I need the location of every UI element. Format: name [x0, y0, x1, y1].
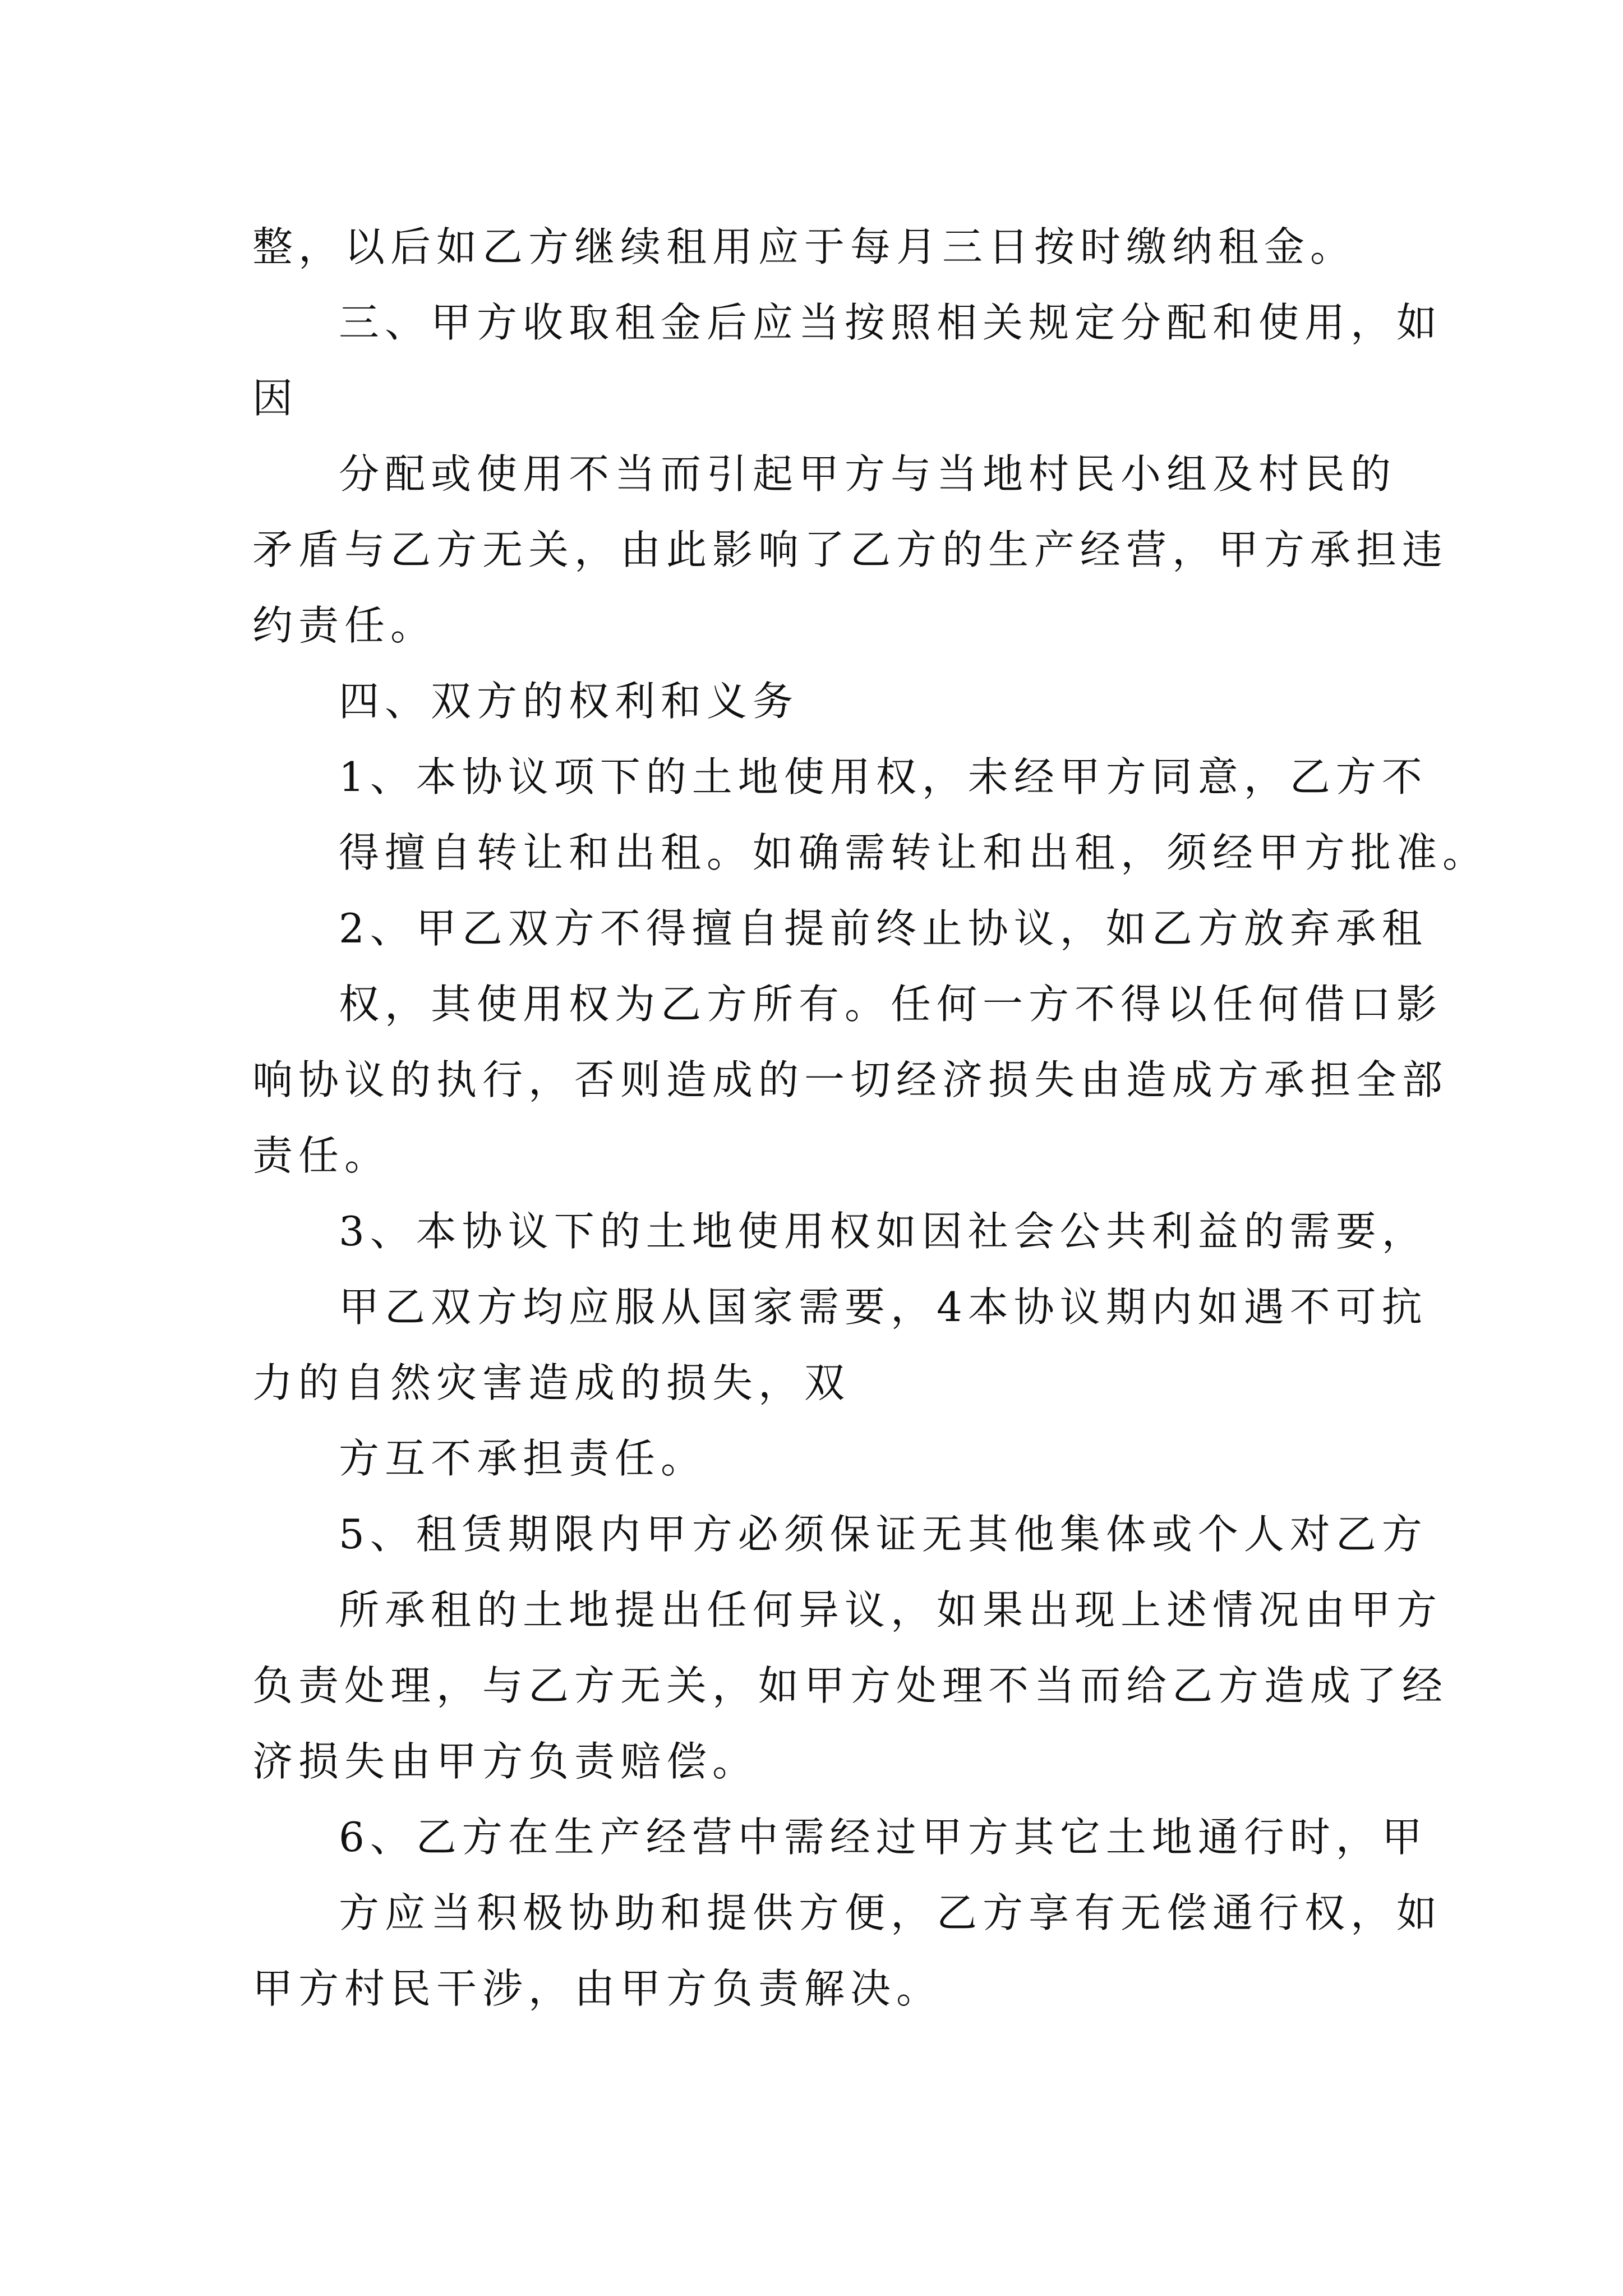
text-line-7: 四、双方的权利和义务 [339, 678, 799, 725]
text-line-6: 约责任。 [252, 602, 437, 649]
text-line-1: 整，以后如乙方继续租用应于每月三日按时缴纳租金。 [252, 223, 1357, 270]
text-line-3: 因 [252, 375, 299, 422]
text-line-4: 分配或使用不当而引起甲方与当地村民小组及村民的 [339, 450, 1397, 498]
text-line-17: 方互不承担责任。 [339, 1435, 707, 1482]
text-line-24: 甲方村民干涉，由甲方负责解决。 [252, 1965, 943, 2012]
text-line-19: 所承租的土地提出任何异议，如果出现上述情况由甲方 [339, 1586, 1443, 1634]
text-line-16: 力的自然灾害造成的损失，双 [252, 1359, 851, 1406]
text-line-15: 甲乙双方均应服从国家需要，4本协议期内如遇不可抗 [339, 1283, 1428, 1331]
text-line-23: 方应当积极协助和提供方便，乙方享有无偿通行权，如 [339, 1889, 1443, 1936]
text-line-20: 负责处理，与乙方无关，如甲方处理不当而给乙方造成了经 [252, 1662, 1449, 1709]
text-line-8: 1、本协议项下的土地使用权，未经甲方同意，乙方不 [339, 753, 1428, 800]
text-line-12: 响协议的执行，否则造成的一切经济损失由造成方承担全部 [252, 1056, 1449, 1103]
text-line-10: 2、甲乙双方不得擅自提前终止协议，如乙方放弃承租 [339, 905, 1428, 952]
text-line-14: 3、本协议下的土地使用权如因社会公共利益的需要， [339, 1208, 1428, 1255]
text-line-13: 责任。 [252, 1132, 391, 1179]
text-line-11: 权，其使用权为乙方所有。任何一方不得以任何借口影 [339, 981, 1443, 1028]
text-line-22: 6、乙方在生产经营中需经过甲方其它土地通行时，甲 [339, 1814, 1428, 1861]
text-line-2: 三、甲方收取租金后应当按照相关规定分配和使用，如 [339, 299, 1443, 346]
text-line-18: 5、租赁期限内甲方必须保证无其他集体或个人对乙方 [339, 1511, 1428, 1558]
text-line-9: 得擅自转让和出租。如确需转让和出租，须经甲方批准。 [339, 829, 1489, 876]
text-line-21: 济损失由甲方负责赔偿。 [252, 1738, 759, 1785]
text-line-5: 矛盾与乙方无关，由此影响了乙方的生产经营，甲方承担违 [252, 526, 1449, 573]
